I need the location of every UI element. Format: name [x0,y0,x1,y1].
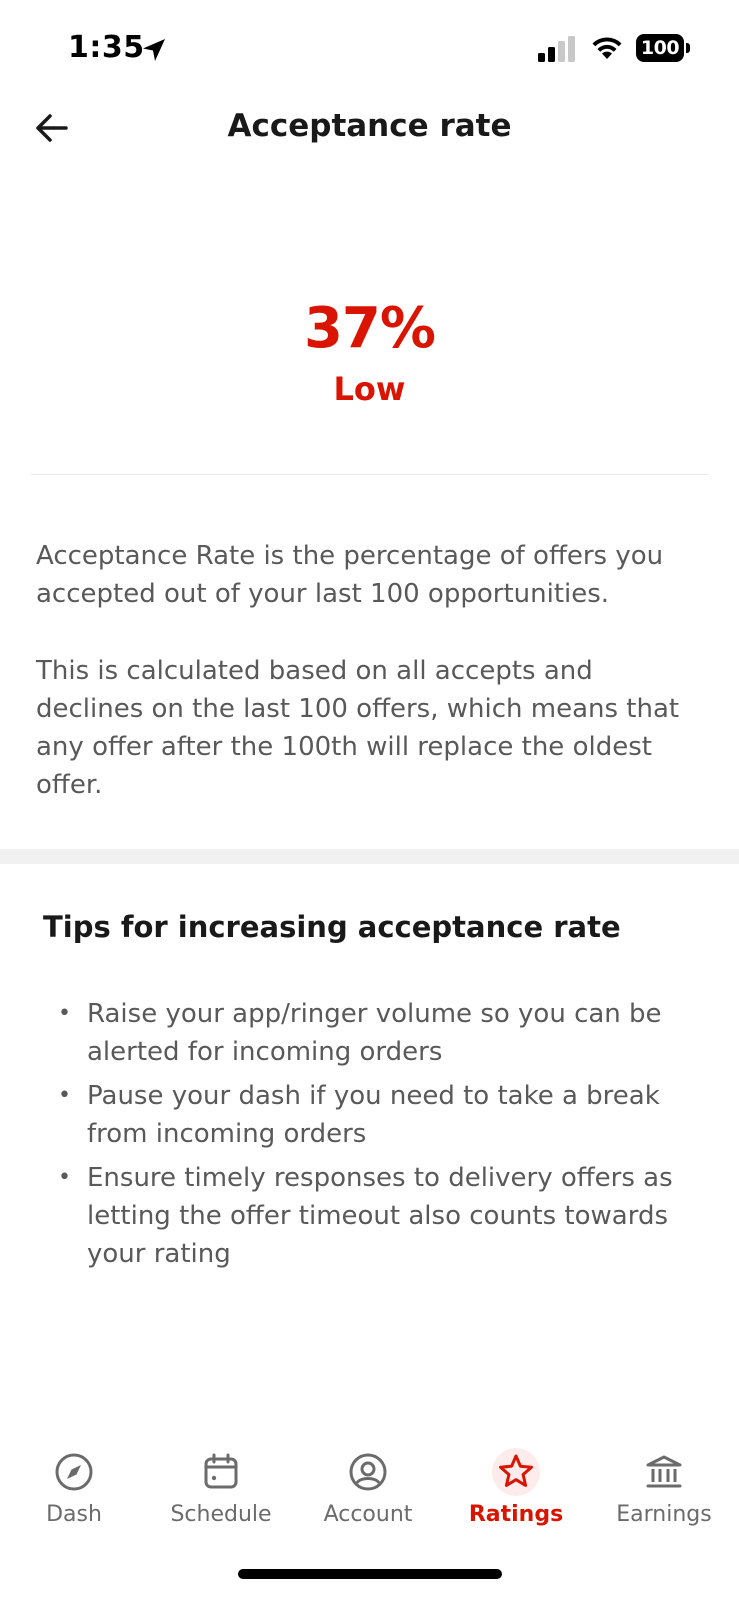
header [0,100,739,160]
acceptance-rate-level: Low [333,370,406,408]
status-bar [0,0,739,100]
nav-label: Schedule [170,1502,272,1527]
location-arrow-icon [140,36,168,64]
tip-item [58,1159,699,1273]
wifi-icon [590,35,624,61]
nav-icon-wrap [492,1448,540,1496]
compass-icon [54,1452,94,1492]
bullet: • [58,1083,71,1108]
home-indicator[interactable] [238,1569,502,1579]
bullet: • [58,1165,71,1190]
tips-title: Tips for increasing acceptance rate [43,910,621,944]
nav-label: Ratings [468,1502,564,1527]
battery-level: 100 [636,34,684,62]
description-paragraph: Acceptance Rate is the percentage of offers you accepted out of your last 100 opportunities. [36,541,664,609]
tip-item [58,1077,699,1153]
tip-text: Ensure timely responses to delivery offers as letting the offer timeout also counts towards your rating [87,1163,673,1269]
nav-item-ratings[interactable] [442,1438,590,1538]
nav-item-account[interactable] [294,1438,442,1538]
nav-label: Earnings [616,1502,712,1527]
description-paragraph: This is calculated based on all accepts and declines on the last 100 offers, which means that any offer after the 100th will replace the oldest offer. [36,656,680,800]
bullet: • [58,1001,71,1026]
nav-label: Account [323,1502,413,1527]
nav-icon-wrap [640,1448,688,1496]
battery-tip [686,43,690,53]
calendar-icon [201,1452,241,1492]
tip-text: Raise your app/ringer volume so you can be alerted for incoming orders [87,999,662,1067]
battery-indicator [636,34,690,62]
nav-label: Dash [46,1502,102,1527]
acceptance-rate-value: 37% [303,296,436,361]
nav-item-dash[interactable] [0,1438,148,1538]
user-circle-icon [348,1452,388,1492]
status-time: 1:35 [68,30,145,65]
nav-icon-wrap [197,1448,245,1496]
section-divider [0,849,739,864]
nav-item-schedule[interactable] [147,1438,295,1538]
bank-icon [644,1452,684,1492]
cellular-signal-icon [538,36,578,62]
nav-item-earnings[interactable] [590,1438,738,1538]
page-title: Acceptance rate [227,108,512,144]
divider [31,474,708,475]
nav-icon-wrap [344,1448,392,1496]
tips-list [58,995,699,1279]
nav-icon-wrap [50,1448,98,1496]
tip-item [58,995,699,1071]
tip-text: Pause your dash if you need to take a break from incoming orders [87,1081,660,1149]
star-icon [496,1452,536,1492]
bottom-nav [0,1438,739,1538]
